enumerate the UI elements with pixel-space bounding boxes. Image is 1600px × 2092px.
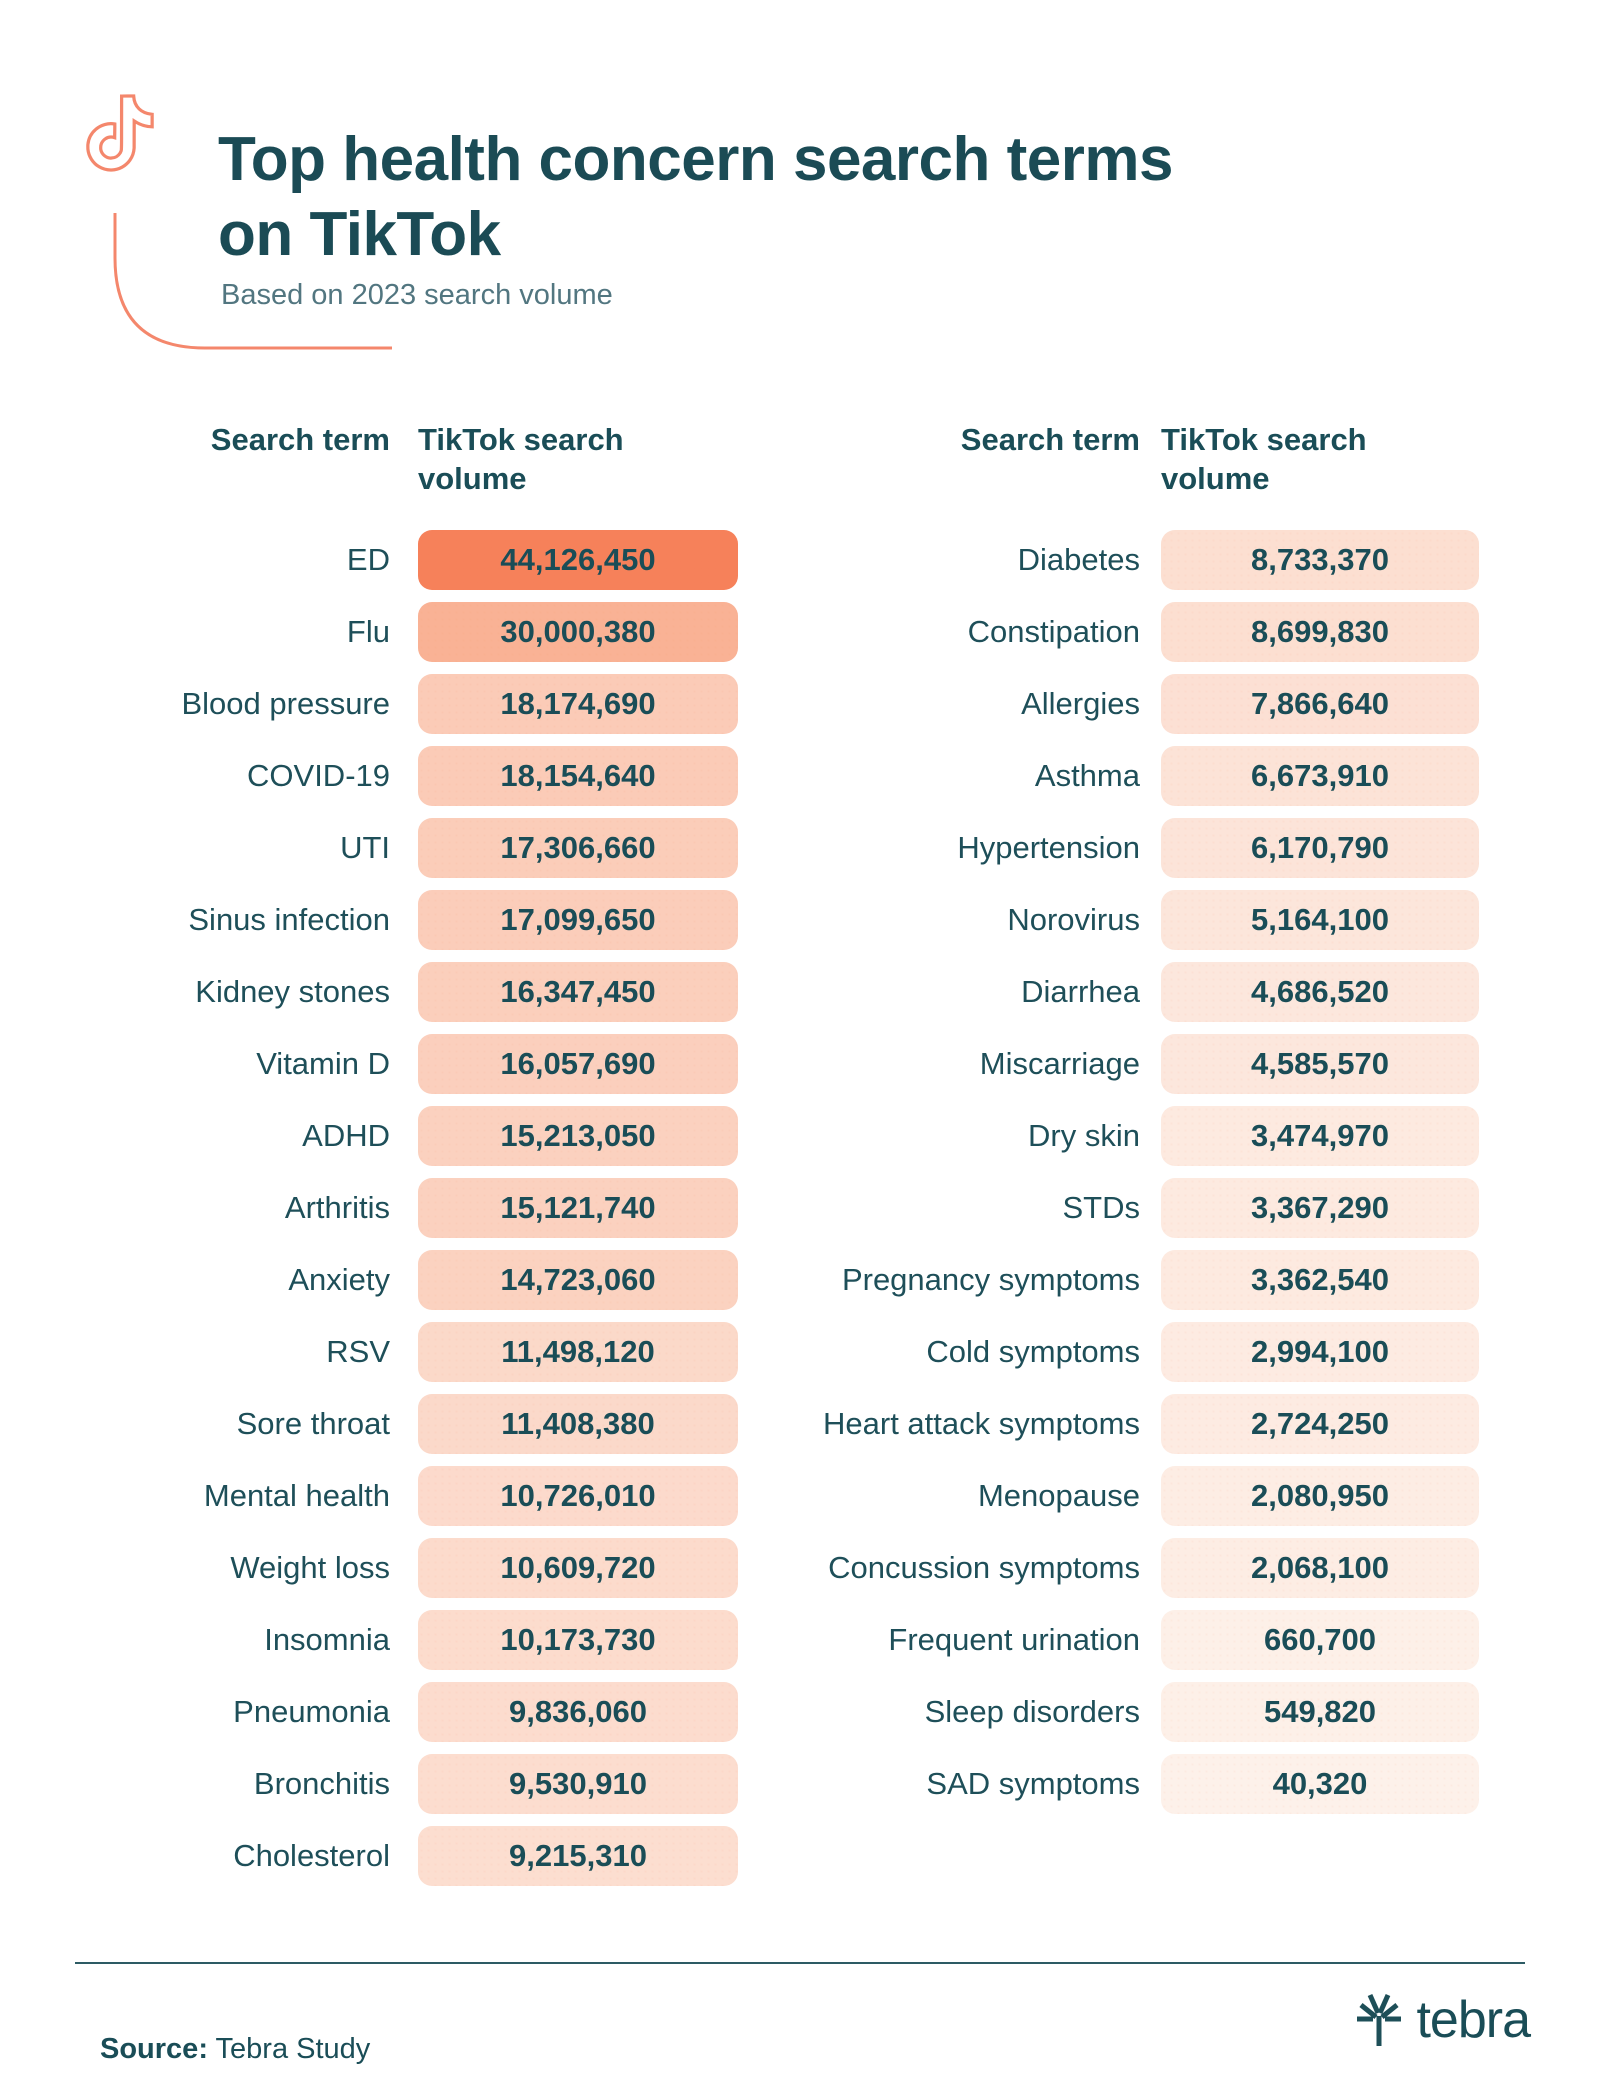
volume-pill: 2,080,950 [1161, 1466, 1479, 1526]
search-term-label: Sore throat [236, 1406, 390, 1441]
search-term-label: Miscarriage [979, 1046, 1140, 1081]
volume-pill: 9,836,060 [418, 1682, 738, 1742]
search-term-label: Constipation [967, 614, 1140, 649]
volume-pill: 2,068,100 [1161, 1538, 1479, 1598]
volume-pill: 44,126,450 [418, 530, 738, 590]
column-header-search-term: Search term [960, 422, 1140, 457]
search-term-label: Concussion symptoms [828, 1550, 1140, 1585]
volume-pill: 10,726,010 [418, 1466, 738, 1526]
search-term-label: Insomnia [264, 1622, 390, 1657]
search-term-label: Asthma [1034, 758, 1140, 793]
search-term-label: Weight loss [230, 1550, 390, 1585]
volume-pill: 10,609,720 [418, 1538, 738, 1598]
volume-pill: 3,362,540 [1161, 1250, 1479, 1310]
volume-pill: 2,994,100 [1161, 1322, 1479, 1382]
search-term-label: STDs [1062, 1190, 1140, 1225]
tebra-wordmark: tebra [1416, 1991, 1530, 2049]
search-term-label: RSV [326, 1334, 390, 1369]
tebra-tree-icon [1354, 1992, 1404, 2048]
search-term-label: Sleep disorders [924, 1694, 1140, 1729]
volume-pill: 4,686,520 [1161, 962, 1479, 1022]
column-header-search-term: Search term [210, 422, 390, 457]
search-term-label: Cholesterol [233, 1838, 390, 1873]
volume-pill: 16,057,690 [418, 1034, 738, 1094]
tebra-logo [1354, 1992, 1530, 2048]
volume-pill: 3,474,970 [1161, 1106, 1479, 1166]
volume-pill: 5,164,100 [1161, 890, 1479, 950]
search-term-label: SAD symptoms [926, 1766, 1140, 1801]
search-term-label: Norovirus [1007, 902, 1140, 937]
search-term-label: Mental health [203, 1478, 390, 1513]
volume-pill: 40,320 [1161, 1754, 1479, 1814]
search-term-label: UTI [340, 830, 390, 865]
volume-pill: 18,154,640 [418, 746, 738, 806]
volume-pill: 11,498,120 [418, 1322, 738, 1382]
search-term-label: Pregnancy symptoms [841, 1262, 1140, 1297]
search-term-label: Sinus infection [188, 902, 390, 937]
search-term-label: Heart attack symptoms [823, 1406, 1140, 1441]
footer-divider [75, 1962, 1525, 1964]
tiktok-note-icon [83, 94, 157, 172]
volume-pill: 549,820 [1161, 1682, 1479, 1742]
search-term-label: Diabetes [1017, 542, 1140, 577]
volume-pill: 6,673,910 [1161, 746, 1479, 806]
search-term-label: ED [346, 542, 390, 577]
search-term-label: Allergies [1021, 686, 1140, 721]
volume-pill: 8,733,370 [1161, 530, 1479, 590]
volume-pill: 8,699,830 [1161, 602, 1479, 662]
search-volume-table-left [40, 420, 738, 1886]
volume-pill: 30,000,380 [418, 602, 738, 662]
volume-pill: 14,723,060 [418, 1250, 738, 1310]
volume-pill: 2,724,250 [1161, 1394, 1479, 1454]
volume-pill: 9,530,910 [418, 1754, 738, 1814]
search-term-label: COVID-19 [247, 758, 390, 793]
source-note [100, 2033, 370, 2066]
volume-pill: 15,213,050 [418, 1106, 738, 1166]
volume-pill: 660,700 [1161, 1610, 1479, 1670]
search-term-label: Diarrhea [1021, 974, 1140, 1009]
search-term-label: Menopause [977, 1478, 1140, 1513]
volume-pill: 4,585,570 [1161, 1034, 1479, 1094]
search-term-label: Kidney stones [195, 974, 390, 1009]
volume-pill: 15,121,740 [418, 1178, 738, 1238]
search-term-label: Hypertension [957, 830, 1140, 865]
volume-pill: 6,170,790 [1161, 818, 1479, 878]
column-header-tiktok-search-volume: TikTok search volume [418, 422, 624, 496]
search-term-label: Anxiety [288, 1262, 390, 1297]
search-term-label: Vitamin D [256, 1046, 390, 1081]
volume-pill: 7,866,640 [1161, 674, 1479, 734]
volume-pill: 17,099,650 [418, 890, 738, 950]
search-term-label: Bronchitis [253, 1766, 390, 1801]
page-title-line1: Top health concern search terms [218, 124, 1173, 194]
volume-pill: 9,215,310 [418, 1826, 738, 1886]
volume-pill: 16,347,450 [418, 962, 738, 1022]
search-term-label: Flu [346, 614, 390, 649]
volume-pill: 10,173,730 [418, 1610, 738, 1670]
search-term-label: Arthritis [284, 1190, 390, 1225]
search-term-label: Frequent urination [888, 1622, 1140, 1657]
search-term-label: Blood pressure [181, 686, 390, 721]
search-term-label: ADHD [302, 1118, 390, 1153]
volume-pill: 18,174,690 [418, 674, 738, 734]
source-label: Source: [100, 2033, 208, 2065]
volume-pill: 17,306,660 [418, 818, 738, 878]
page-title [218, 122, 1173, 272]
search-term-label: Dry skin [1028, 1118, 1140, 1153]
search-term-label: Pneumonia [233, 1694, 390, 1729]
page-title-line2: on TikTok [218, 199, 501, 269]
search-term-label: Cold symptoms [926, 1334, 1140, 1369]
page-subtitle: Based on 2023 search volume [221, 279, 613, 311]
volume-pill: 11,408,380 [418, 1394, 738, 1454]
column-header-tiktok-search-volume: TikTok search volume [1161, 422, 1367, 496]
volume-pill: 3,367,290 [1161, 1178, 1479, 1238]
search-volume-table-right [740, 420, 1479, 1814]
source-text: Tebra Study [215, 2033, 371, 2065]
